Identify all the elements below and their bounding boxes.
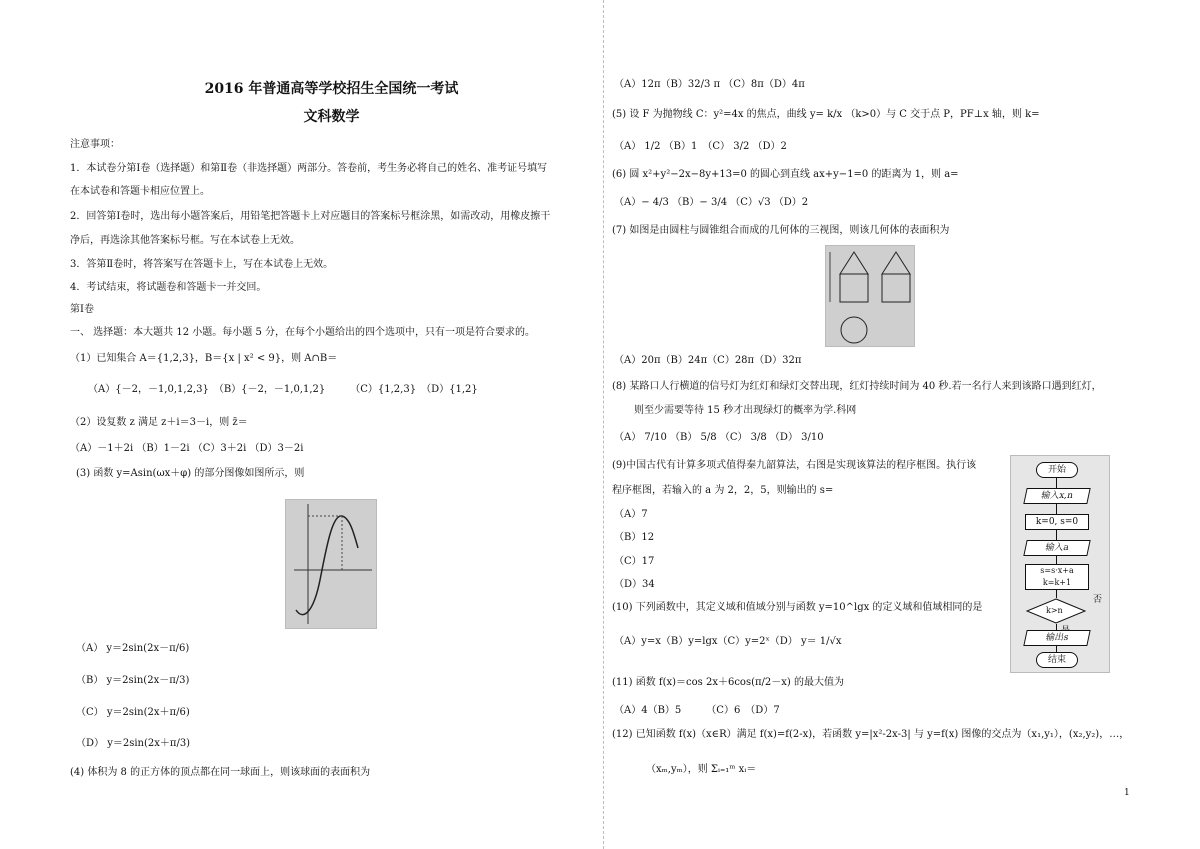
question-8-options: （A） 7/10 （B） 5/8 （C） 3/8 （D） 3/10: [614, 432, 824, 443]
question-11: (11) 函数 f(x)＝cos 2x＋6cos(π/2－x) 的最大值为: [612, 677, 845, 688]
question-3-option-c: （C） y＝2sin(2x＋π/6): [76, 707, 190, 718]
flowchart-figure: [1010, 455, 1110, 673]
question-6-options: （A）− 4/3 （B）− 3/4 （C）√3 （D）2: [614, 197, 809, 208]
flow-end: 结束: [1036, 652, 1078, 668]
notice-heading: 注意事项：: [70, 139, 120, 150]
flow-arrow-5: [1056, 590, 1057, 598]
flow-no-label: 否: [1093, 595, 1103, 605]
question-4-options: （A）12π（B）32/3 π （C）8π（D）4π: [614, 79, 805, 90]
notice-line-1: 1．本试卷分第Ⅰ卷（选择题）和第Ⅱ卷（非选择题）两部分。答卷前，考生务必将自己的姓名、准考证号填写: [70, 163, 548, 174]
section-instruction: 一、 选择题：本大题共 12 小题。每小题 5 分，在每个小题给出的四个选项中，只有一项是符合要求的。: [70, 327, 535, 338]
question-5: (5) 设 F 为抛物线 C：y²=4x 的焦点，曲线 y= k/x （k>0）与 C 交于点 P，PF⊥x 轴，则 k=: [612, 109, 1040, 120]
question-9-option-c: （C）17: [614, 556, 655, 567]
notice-line-5: 3．答第Ⅱ卷时，将答案写在答题卡上，写在本试卷上无效。: [70, 259, 334, 270]
flow-arrow-3: [1056, 530, 1057, 540]
sine-graph-figure: [285, 499, 377, 629]
question-12: (12) 已知函数 f(x)（x∈R）满足 f(x)=f(2-x)，若函数 y=|x²-2x-3| 与 y=f(x) 图像的交点为（x₁,y₁），(x₂,y₂)，…，: [612, 729, 1130, 740]
question-11-options: （A）4（B）5 （C）6 （D）7: [614, 705, 780, 716]
flow-arrow-4: [1056, 556, 1057, 564]
question-12-cont: （xₘ,yₘ），则 Σᵢ₌₁ᵐ xᵢ＝: [646, 764, 757, 775]
question-7-options: （A）20π（B）24π（C）28π（D）32π: [614, 355, 802, 366]
exam-subtitle: 文科数学: [303, 109, 360, 125]
flow-input-a: 输入a: [1023, 540, 1090, 556]
question-7: (7) 如图是由圆柱与圆锥组合而成的几何体的三视图，则该几何体的表面积为: [612, 225, 950, 236]
question-1: （1）已知集合 A＝{1,2,3}，B＝{x | x² < 9}，则 A∩B＝: [70, 353, 338, 364]
flow-input-xn: 输入x,n: [1023, 488, 1090, 504]
flow-condition: k>n: [1046, 606, 1063, 615]
question-6: (6) 圆 x²+y²−2x−8y+13=0 的圆心到直线 ax+y−1=0 的距离为 1，则 a=: [612, 169, 959, 180]
question-3-option-b: （B） y＝2sin(2x－π/3): [76, 675, 190, 686]
notice-line-6: 4．考试结束，将试题卷和答题卡一并交回。: [70, 282, 267, 293]
flow-output: 输出s: [1023, 630, 1090, 646]
question-8-cont: 则至少需要等待 15 秒才出现绿灯的概率为学.科网: [634, 405, 857, 416]
page-number: 1: [1124, 788, 1130, 798]
question-3-option-d: （D） y＝2sin(2x＋π/3): [76, 738, 191, 749]
question-10-options: （A）y=x（B）y=lgx（C）y=2ˣ（D） y＝ 1/√x: [614, 636, 842, 647]
three-views-figure: [825, 245, 915, 347]
flow-start: 开始: [1036, 462, 1078, 478]
notice-line-4: 净后，再选涂其他答案标号框。写在本试卷上无效。: [70, 235, 300, 246]
question-3: (3) 函数 y=Asin(ωx＋φ) 的部分图像如图所示，则: [76, 468, 305, 479]
notice-line-3: 2．回答第Ⅰ卷时，选出每小题答案后，用铅笔把答题卡上对应题目的答案标号框涂黑，如需改动，用橡皮擦干: [70, 211, 551, 222]
question-1-options: （A）{－2，－1,0,1,2,3} （B）{－2，－1,0,1,2} （C）{1,2,3} （D）{1,2}: [88, 384, 478, 395]
question-9-option-b: （B）12: [614, 532, 655, 543]
sine-graph-drawing: [286, 500, 376, 628]
flow-update: s=s·x+a k=k+1: [1025, 564, 1089, 590]
page-divider: [603, 0, 604, 849]
question-9-cont: 程序框图，若输入的 a 为 2，2，5，则输出的 s=: [612, 485, 834, 496]
notice-line-2: 在本试卷和答题卡相应位置上。: [70, 186, 210, 197]
question-9-option-a: （A）7: [614, 509, 648, 520]
question-9-option-d: （D）34: [614, 579, 655, 590]
question-2: （2）设复数 z 满足 z＋i＝3－i，则 z̄＝: [70, 417, 248, 428]
flow-init: k=0, s=0: [1025, 514, 1089, 530]
question-9: (9)中国古代有计算多项式值得秦九韶算法，右图是实现该算法的程序框图。执行该: [612, 460, 977, 471]
flow-arrow-2: [1056, 504, 1057, 514]
question-10: (10) 下列函数中，其定义域和值域分别与函数 y=10^lgx 的定义域和值域相同的是: [612, 602, 983, 613]
question-8: (8) 某路口人行横道的信号灯为红灯和绿灯交替出现，红灯持续时间为 40 秒.若一名行人来到该路口遇到红灯，: [612, 381, 1102, 392]
section-heading: 第Ⅰ卷: [70, 304, 94, 315]
question-4: (4) 体积为 8 的正方体的顶点都在同一球面上，则该球面的表面积为: [70, 767, 371, 778]
question-5-options: （A） 1/2 （B）1 （C） 3/2 （D）2: [614, 141, 787, 152]
exam-title: 2016 年普通高等学校招生全国统一考试: [204, 81, 459, 97]
three-views-drawing: [826, 246, 914, 346]
question-3-option-a: （A） y＝2sin(2x－π/6): [76, 643, 190, 654]
question-2-options: （A）－1＋2i （B）1－2i （C）3＋2i （D）3－2i: [70, 443, 304, 454]
flow-arrow-1: [1056, 478, 1057, 488]
